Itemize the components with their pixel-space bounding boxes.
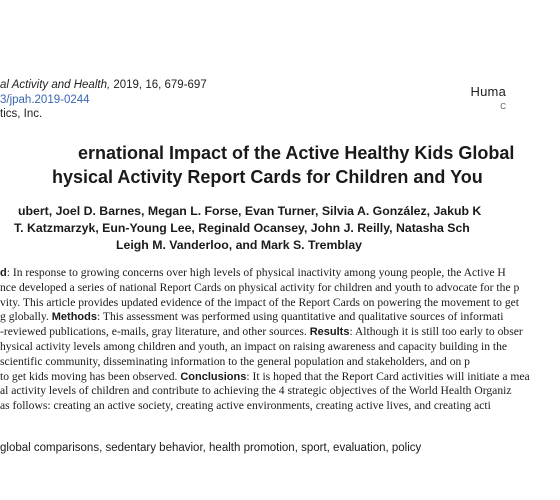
article-title	[0, 141, 515, 189]
abstract-line: as follows: creating an active society, creating active environments, creating active lives, and creating acti	[0, 399, 491, 413]
abstract-line: hysical activity levels among children and youth, an impact on raising awareness and capacity building in the	[0, 339, 508, 353]
doi-link[interactable]: 3/jpah.2019-0244	[0, 93, 90, 106]
methods-label: Methods	[51, 311, 97, 324]
abstract-line: al activity levels of children and contribute to achieving the 4 strategic objectives of the World Health Organiz	[0, 384, 512, 398]
publisher-name: Huma	[470, 84, 506, 99]
abstract-line: -reviewed publications, e-mails, gray literature, and other sources. Results: Although it is still too early to obser	[0, 325, 523, 339]
citation-line	[0, 78, 380, 93]
results-label: Results	[309, 326, 350, 339]
author-line-2: T. Katzmarzyk, Eun-Young Lee, Reginald Ocansey, John J. Reilly, Natasha Sch	[14, 221, 470, 235]
title-line-2: hysical Activity Report Cards for Children and You	[52, 167, 483, 187]
conclusions-label: Conclusions	[180, 370, 247, 383]
author-list	[0, 203, 560, 254]
author-line-3: Leigh M. Vanderloo, and Mark S. Tremblay	[116, 238, 362, 252]
citation-details: 2019, 16, 679-697	[110, 79, 207, 91]
abstract-line: g globally. Methods: This assessment was performed using quantitative and qualitative sources of informati	[0, 310, 504, 324]
abstract-line: vity. This article provides updated evidence of the impact of the Report Cards on powering the movement to get	[0, 295, 520, 309]
abstract-line: nce developed a series of national Report Cards on physical activity for children and youth to advocate for the p	[0, 280, 520, 294]
title-line-1: ernational Impact of the Active Healthy Kids Global	[78, 143, 515, 163]
abstract-line: d: In response to growing concerns over high levels of physical inactivity among young people, the Active H	[0, 266, 506, 279]
journal-name: al Activity and Health,	[0, 79, 111, 91]
abstract-line: to get kids moving has been observed. Conclusions: It is hoped that the Report Card activities will initiate a mea	[0, 369, 530, 383]
abstract	[0, 266, 530, 414]
article-header	[0, 78, 380, 122]
publisher-logo	[470, 84, 506, 111]
background-label: d	[0, 267, 7, 279]
abstract-line: scientific community, disseminating information to the general population and stakeholders, and on p	[0, 354, 470, 368]
author-line-1: ubert, Joel D. Barnes, Megan L. Forse, Evan Turner, Silvia A. González, Jakub K	[18, 204, 482, 218]
copyright-line: tics, Inc.	[0, 108, 43, 120]
keywords	[0, 441, 421, 456]
publisher-sub: C	[500, 102, 506, 111]
keywords-line: global comparisons, sedentary behavior, health promotion, sport, evaluation, policy	[0, 442, 422, 454]
